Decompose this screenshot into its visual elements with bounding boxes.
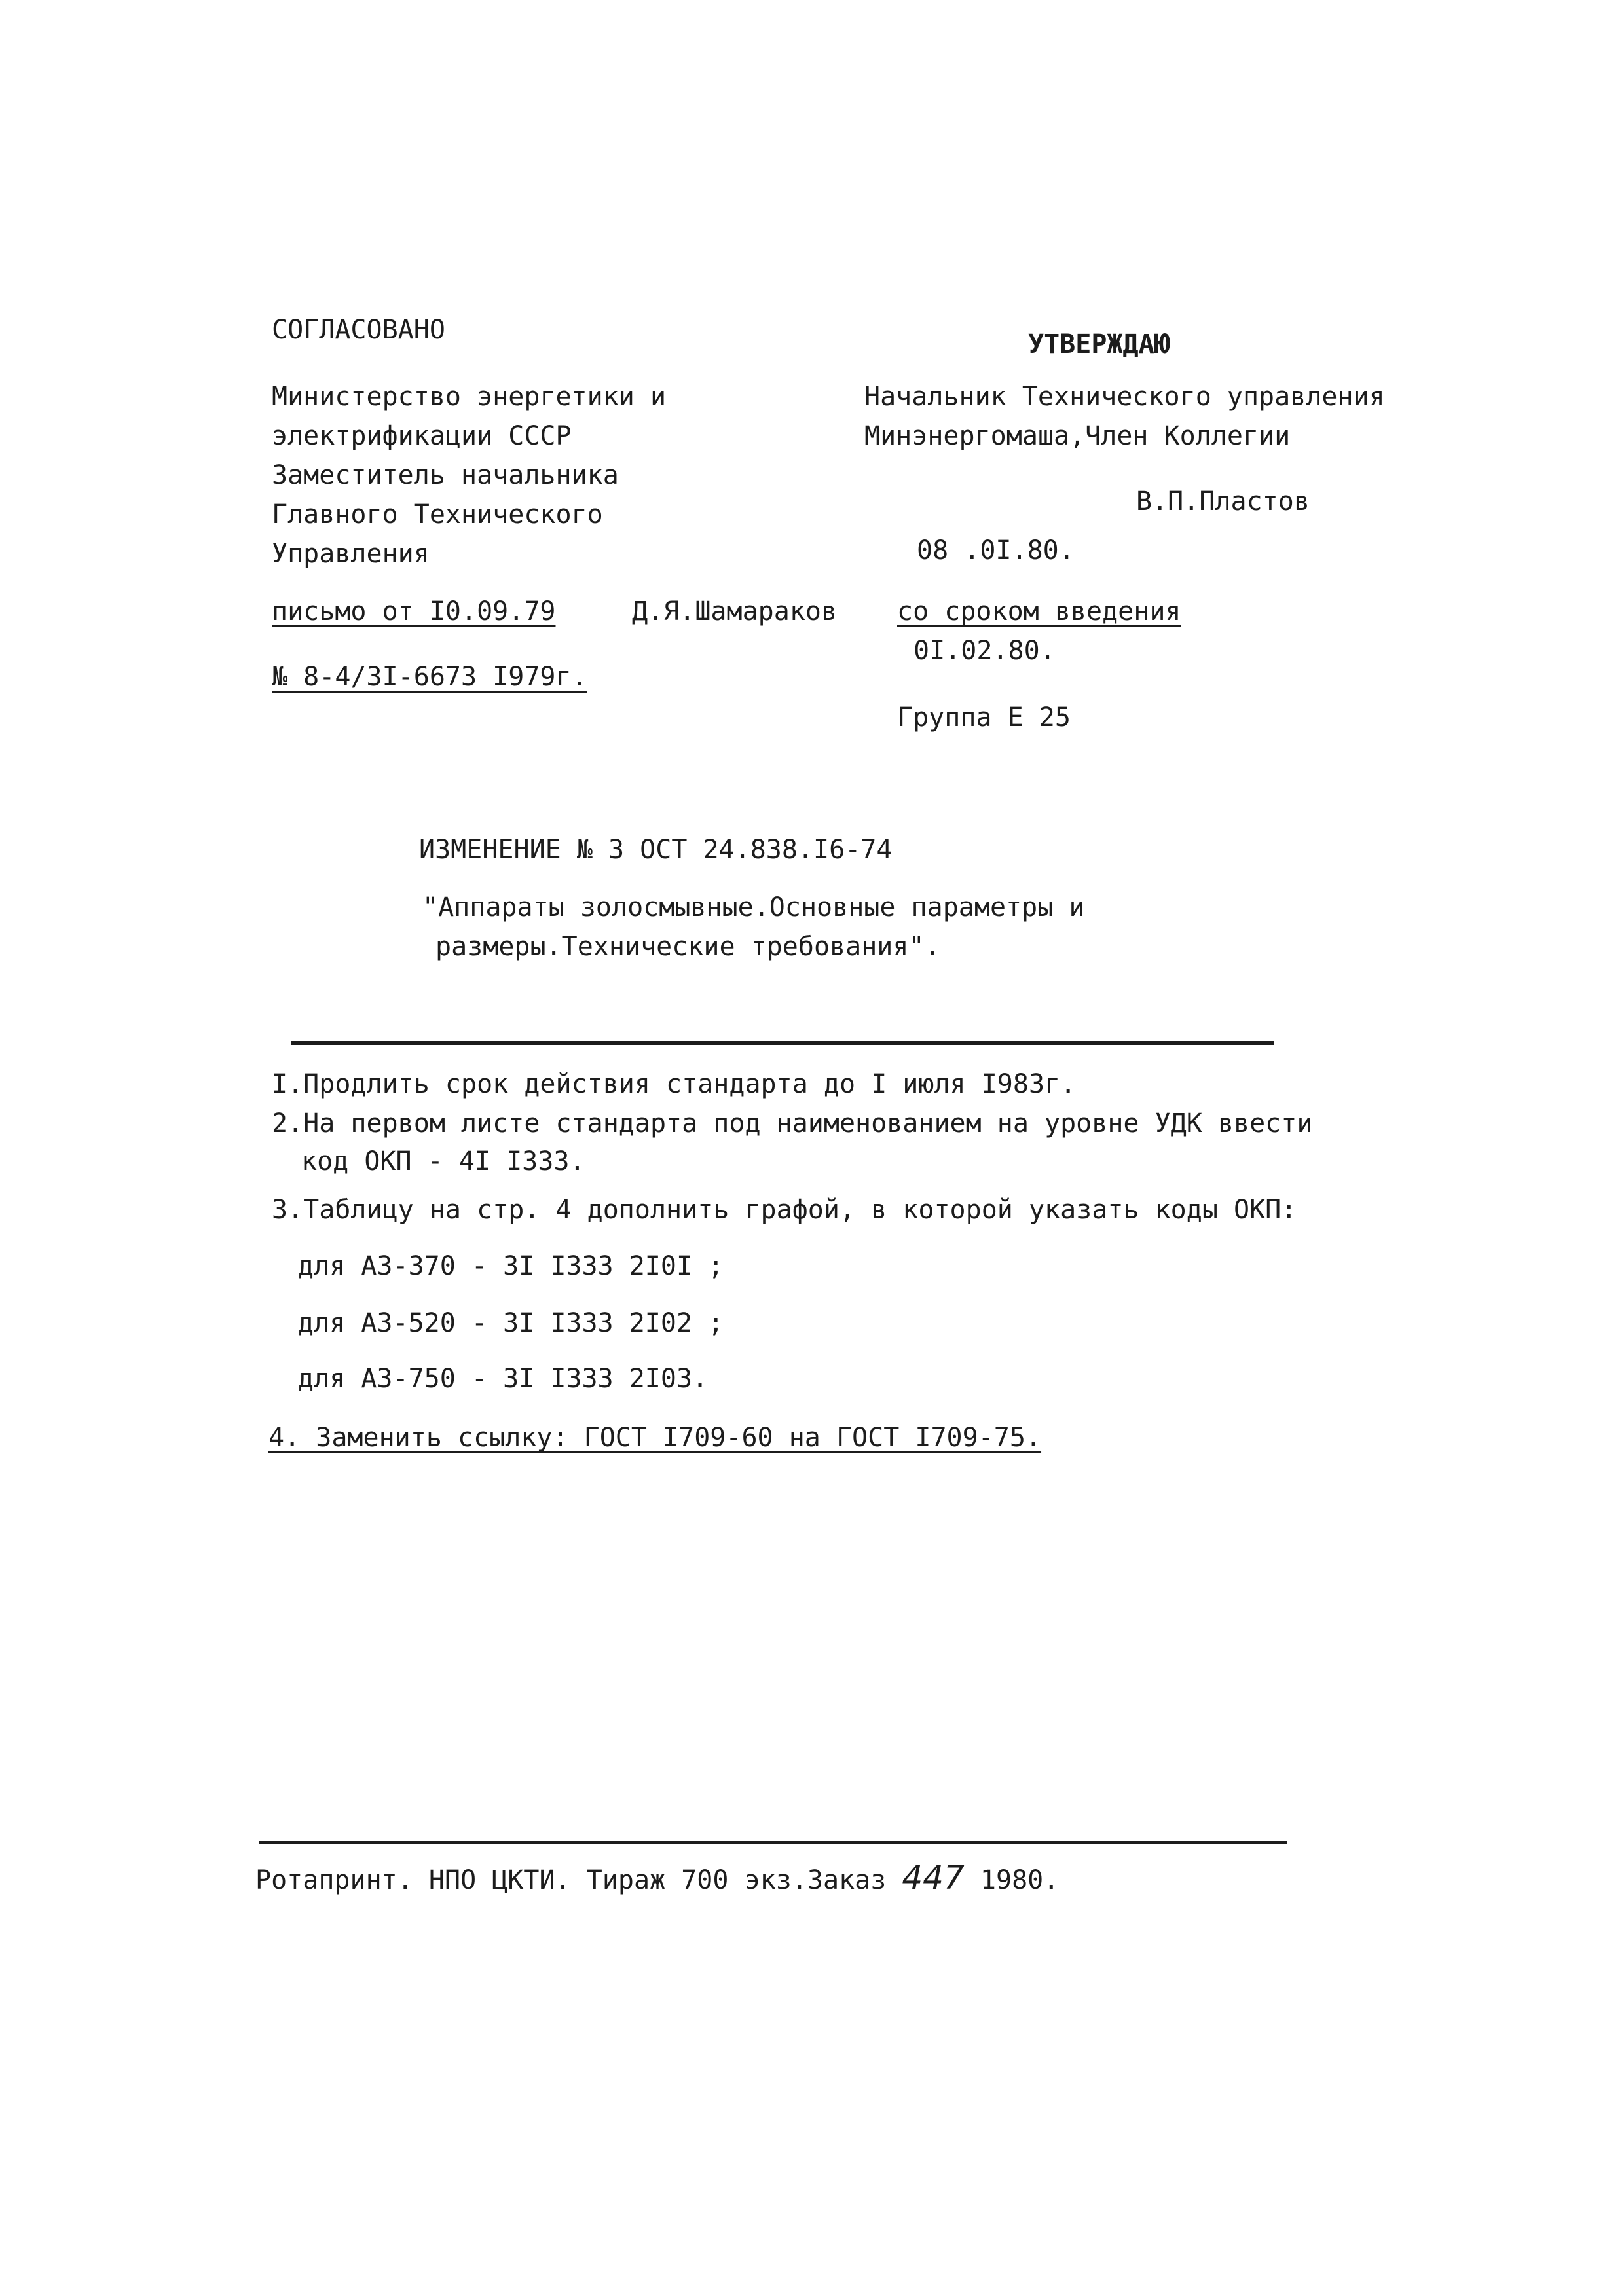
- agreed-signer: Д.Я.Шамараков: [632, 596, 838, 627]
- code-row-3: для АЗ-750 - 3I I333 2I03.: [298, 1364, 709, 1394]
- separator-rule: [291, 1041, 1274, 1045]
- agreed-line-1: Министерство энергетики и: [272, 382, 667, 412]
- group-code: Группа Е 25: [897, 702, 1071, 733]
- approval-date: 08 .0I.80.: [917, 536, 1075, 566]
- code-row-1: для АЗ-370 - 3I I333 2I0I ;: [298, 1251, 724, 1281]
- change-subtitle-2: размеры.Технические требования".: [435, 932, 940, 962]
- approved-line-1: Начальник Технического управления: [864, 382, 1385, 412]
- approver-name: В.П.Пластов: [1136, 486, 1310, 517]
- agreed-line-4: Главного Технического: [272, 500, 603, 530]
- item-4: 4. Заменить ссылку: ГОСТ I709-60 на ГОСТ I709-75.: [268, 1423, 1042, 1453]
- item-3: 3.Таблицу на стр. 4 дополнить графой, в которой указать коды ОКП:: [272, 1195, 1297, 1225]
- footer-rule: [259, 1841, 1287, 1844]
- footer-text: Ротапринт. НПО ЦКТИ. Тираж 700 экз.Заказ: [255, 1865, 887, 1895]
- code-row-2: для АЗ-520 - 3I I333 2I02 ;: [298, 1308, 724, 1338]
- change-subtitle-1: "Аппараты золосмывные.Основные параметры и: [422, 892, 1085, 922]
- item-2-line-2: код ОКП - 4I I333.: [301, 1146, 585, 1176]
- approved-heading: УТВЕРЖДАЮ: [1028, 329, 1170, 359]
- introduction-date: 0I.02.80.: [913, 636, 1056, 666]
- footer-imprint: [255, 1861, 1059, 1897]
- agreed-line-5: Управления: [272, 539, 430, 569]
- agreed-line-3: Заместитель начальника: [272, 460, 619, 490]
- agreed-heading: СОГЛАСОВАНО: [272, 315, 445, 345]
- footer-year: 1980.: [980, 1865, 1060, 1895]
- item-1: I.Продлить срок действия стандарта до I июля I983г.: [272, 1069, 1077, 1099]
- introduction-label: со сроком введения: [897, 596, 1181, 627]
- agreed-line-2: электрификации СССР: [272, 421, 572, 451]
- letter-reference: письмо от I0.09.79: [272, 596, 556, 627]
- change-title: ИЗМЕНЕНИЕ № 3 ОСТ 24.838.I6-74: [419, 835, 893, 865]
- item-2-line-1: 2.На первом листе стандарта под наименованием на уровне УДК ввести: [272, 1108, 1313, 1139]
- approved-line-2: Минэнергомаша,Член Коллегии: [864, 421, 1291, 451]
- letter-number: № 8-4/3I-6673 I979г.: [272, 662, 587, 692]
- order-number-handwritten: 447: [902, 1859, 965, 1897]
